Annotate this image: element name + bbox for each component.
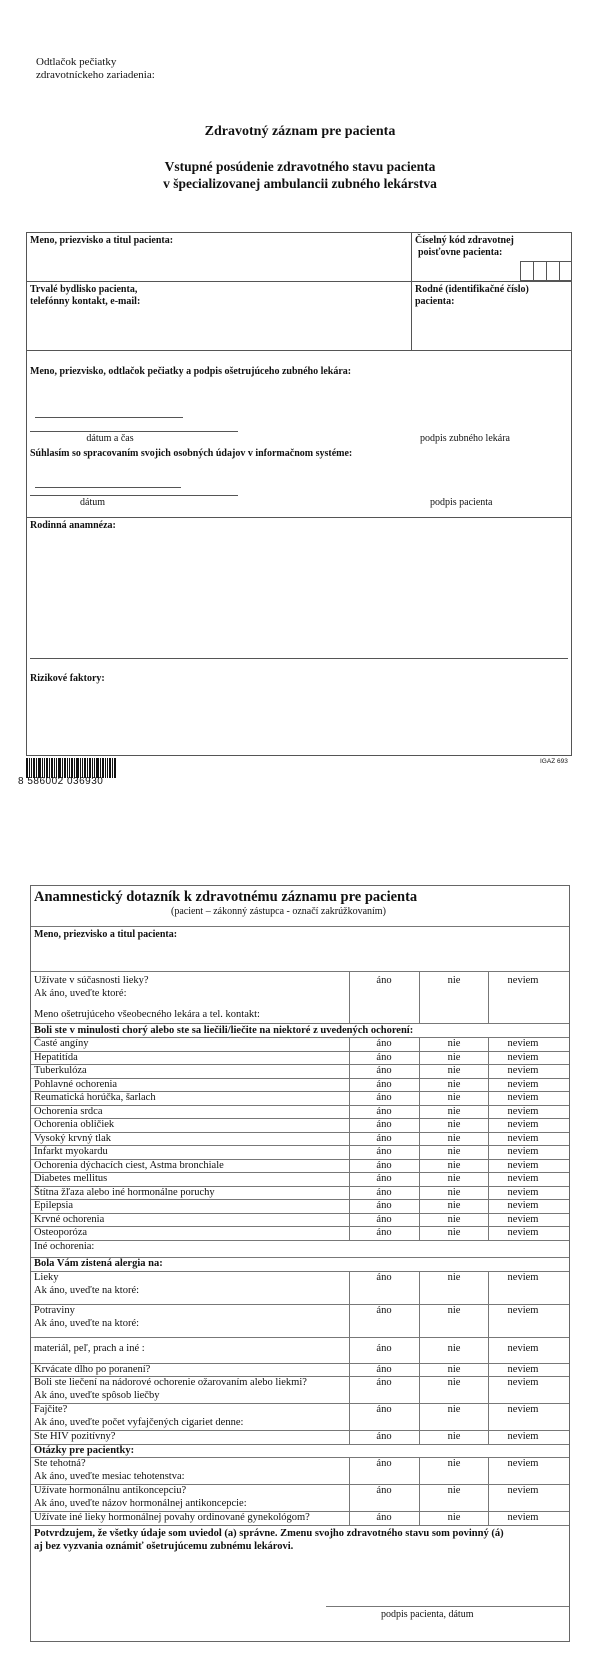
option-no[interactable]: nie — [447, 1342, 461, 1354]
option-no[interactable]: nie — [447, 1105, 461, 1117]
option-yes[interactable]: áno — [376, 1119, 392, 1130]
option-yes[interactable]: áno — [376, 1213, 392, 1225]
disease-row-label: Pohlavné ochorenia — [34, 1078, 118, 1090]
option-dont-know[interactable]: neviem — [507, 1119, 539, 1130]
insurance-code-label: Číselný kód zdravotnej poisťovne pacienta: — [415, 235, 514, 258]
option-yes[interactable]: áno — [376, 1092, 392, 1103]
option-yes[interactable]: áno — [376, 1186, 392, 1198]
disease-row-label: Časté angíny — [34, 1038, 89, 1049]
option-yes[interactable]: áno — [376, 1038, 392, 1049]
option-dont-know[interactable]: neviem — [507, 1038, 539, 1049]
date-time-label: dátum a čas — [86, 433, 134, 444]
option-dont-know[interactable]: neviem — [507, 1078, 539, 1090]
risk-factors-label: Rizikové faktory: — [30, 673, 105, 684]
option-dont-know[interactable]: neviem — [507, 1342, 539, 1354]
allergy-material-row-label: materiál, peľ, prach a iné : — [34, 1342, 145, 1354]
disease-row-label: Ochorenia obličiek — [34, 1119, 115, 1130]
contraception-row-label: Užívate hormonálnu antikoncepciu? Ak áno, uveďte názov hormonálnej antikoncepcie: — [34, 1485, 247, 1509]
dentist-signature-label: podpis zubného lekára — [420, 433, 510, 444]
option-dont-know[interactable]: neviem — [507, 1404, 539, 1415]
family-history-label: Rodinná anamnéza: — [30, 520, 116, 531]
option-yes[interactable]: áno — [376, 1304, 392, 1316]
bleeding-row-label: Krvácate dlho po poranení? — [34, 1363, 151, 1375]
option-yes[interactable]: áno — [376, 1271, 392, 1283]
option-no[interactable]: nie — [447, 1512, 461, 1523]
option-yes[interactable]: áno — [376, 1363, 392, 1375]
form-code: IGAZ 693 — [540, 758, 568, 765]
female-header-label: Otázky pre pacientky: — [34, 1444, 135, 1456]
disease-row-label: Ochorenia dýchacích ciest, Astma bronchiale — [34, 1159, 224, 1171]
option-dont-know[interactable]: neviem — [507, 1431, 539, 1442]
disease-row-label: Infarkt myokardu — [34, 1146, 108, 1157]
option-no[interactable]: nie — [447, 1485, 461, 1496]
option-dont-know[interactable]: neviem — [507, 1132, 539, 1144]
patient-signature-label: podpis pacienta — [430, 497, 493, 508]
stamp-label: Odtlačok pečiatky zdravotníckeho zariadenia: — [36, 56, 155, 81]
option-dont-know[interactable]: neviem — [507, 1271, 539, 1283]
questionnaire-form — [30, 885, 570, 1642]
disease-row-label: Vysoký krvný tlak — [34, 1132, 111, 1144]
option-dont-know[interactable]: neviem — [507, 1105, 539, 1117]
option-yes[interactable]: áno — [376, 1485, 392, 1496]
tumor-row-label: Boli ste liečení na nádorové ochorenie ožarovaním alebo liekmi? Ak áno, uveďte spôsob liečby — [34, 1377, 307, 1401]
page-title: Zdravotný záznam pre pacienta — [204, 124, 396, 139]
option-no[interactable]: nie — [447, 1173, 461, 1184]
option-yes[interactable]: áno — [376, 1512, 392, 1523]
option-dont-know[interactable]: neviem — [507, 1485, 539, 1496]
option-dont-know[interactable]: neviem — [507, 1512, 539, 1523]
hiv-row-label: Ste HIV pozitívny? — [34, 1431, 116, 1442]
confirmation-text: Potvrdzujem, že všetky údaje som uviedol (a) správne. Zmenu svojho zdravotného stavu som povinný (á) aj bez vyzvania oznámiť ošetrujúcemu zubnému lekárovi. — [34, 1527, 504, 1552]
option-no[interactable]: nie — [447, 1065, 461, 1076]
pregnancy-row-label: Ste tehotná? Ak áno, uveďte mesiac tehotenstva: — [34, 1458, 185, 1482]
option-dont-know[interactable]: neviem — [507, 1051, 539, 1063]
disease-row-label: Tuberkulóza — [34, 1065, 87, 1076]
medication-yes[interactable]: áno — [376, 975, 392, 986]
option-no[interactable]: nie — [447, 1431, 461, 1442]
option-no[interactable]: nie — [447, 1200, 461, 1211]
option-dont-know[interactable]: neviem — [507, 1065, 539, 1076]
option-dont-know[interactable]: neviem — [507, 1458, 539, 1469]
record-form — [26, 232, 572, 756]
option-no[interactable]: nie — [447, 1078, 461, 1090]
option-yes[interactable]: áno — [376, 1065, 392, 1076]
disease-row-label: Krvné ochorenia — [34, 1213, 105, 1225]
consent-label: Súhlasím so spracovaním svojich osobných údajov v informačnom systéme: — [30, 448, 353, 459]
other-diseases-row-label: Iné ochorenia: — [34, 1240, 95, 1252]
option-no[interactable]: nie — [447, 1271, 461, 1283]
option-no[interactable]: nie — [447, 1159, 461, 1171]
option-yes[interactable]: áno — [376, 1200, 392, 1211]
patient-name-label: Meno, priezvisko a titul pacienta: — [30, 235, 174, 246]
medication-no[interactable]: nie — [447, 975, 461, 986]
option-yes[interactable]: áno — [376, 1431, 392, 1442]
disease-row-label: Osteoporóza — [34, 1227, 88, 1238]
date-label: dátum — [80, 497, 105, 508]
barcode-number: 8 586002 036930 — [18, 776, 104, 787]
option-no[interactable]: nie — [447, 1146, 461, 1157]
option-yes[interactable]: áno — [376, 1404, 392, 1415]
option-no[interactable]: nie — [447, 1363, 461, 1375]
option-dont-know[interactable]: neviem — [507, 1213, 539, 1225]
disease-row-label: Ochorenia srdca — [34, 1105, 103, 1117]
disease-row-label: Diabetes mellitus — [34, 1173, 108, 1184]
option-dont-know[interactable]: neviem — [507, 1186, 539, 1198]
option-yes[interactable]: áno — [376, 1377, 392, 1388]
option-no[interactable]: nie — [447, 1186, 461, 1198]
option-no[interactable]: nie — [447, 1051, 461, 1063]
final-signature-label: podpis pacienta, dátum — [381, 1609, 474, 1620]
option-no[interactable]: nie — [447, 1404, 461, 1415]
option-dont-know[interactable]: neviem — [507, 1377, 539, 1388]
option-yes[interactable]: áno — [376, 1227, 392, 1238]
option-no[interactable]: nie — [447, 1458, 461, 1469]
option-no[interactable]: nie — [447, 1038, 461, 1049]
page-subtitle: Vstupné posúdenie zdravotného stavu pacienta v špecializovanej ambulancii zubného lekárstva — [163, 159, 437, 191]
option-dont-know[interactable]: neviem — [507, 1146, 539, 1157]
medication-question: Užívate v súčasnosti lieky? Ak áno, uveďte ktoré: — [34, 975, 149, 999]
disease-row-label: Štítna žľaza alebo iné hormonálne poruchy — [34, 1186, 215, 1198]
option-dont-know[interactable]: neviem — [507, 1200, 539, 1211]
option-yes[interactable]: áno — [376, 1342, 392, 1354]
option-dont-know[interactable]: neviem — [507, 1363, 539, 1375]
option-dont-know[interactable]: neviem — [507, 1304, 539, 1316]
option-dont-know[interactable]: neviem — [507, 1173, 539, 1184]
option-yes[interactable]: áno — [376, 1078, 392, 1090]
option-yes[interactable]: áno — [376, 1132, 392, 1144]
option-no[interactable]: nie — [447, 1304, 461, 1316]
dentist-label: Meno, priezvisko, odtlačok pečiatky a podpis ošetrujúceho zubného lekára: — [30, 366, 352, 377]
gp-contact-label: Meno ošetrujúceho všeobecného lekára a tel. kontakt: — [34, 1009, 260, 1020]
option-yes[interactable]: áno — [376, 1458, 392, 1469]
option-yes[interactable]: áno — [376, 1105, 392, 1117]
option-dont-know[interactable]: neviem — [507, 1159, 539, 1171]
barcode-image — [26, 758, 134, 778]
questionnaire-subtitle: (pacient – zákonný zástupca - označí zakrúžkovaním) — [171, 906, 386, 917]
disease-row-label: Reumatická horúčka, šarlach — [34, 1092, 156, 1103]
option-no[interactable]: nie — [447, 1119, 461, 1130]
patient-name-label-2: Meno, priezvisko a titul pacienta: — [34, 929, 178, 940]
option-yes[interactable]: áno — [376, 1051, 392, 1063]
option-no[interactable]: nie — [447, 1227, 461, 1238]
option-dont-know[interactable]: neviem — [507, 1092, 539, 1103]
medication-dont-know[interactable]: neviem — [507, 975, 539, 986]
option-yes[interactable]: áno — [376, 1146, 392, 1157]
option-dont-know[interactable]: neviem — [507, 1227, 539, 1238]
option-no[interactable]: nie — [447, 1213, 461, 1225]
option-yes[interactable]: áno — [376, 1173, 392, 1184]
option-no[interactable]: nie — [447, 1377, 461, 1388]
option-no[interactable]: nie — [447, 1132, 461, 1144]
allergy-drugs-row-label: Lieky Ak áno, uveďte na ktoré: — [34, 1271, 140, 1296]
disease-row-label: Hepatitída — [34, 1051, 78, 1063]
allergy-food-row-label: Potraviny Ak áno, uveďte na ktoré: — [34, 1304, 140, 1329]
option-no[interactable]: nie — [447, 1092, 461, 1103]
residence-label: Trvalé bydlisko pacienta, telefónny kontakt, e-mail: — [30, 284, 141, 307]
birth-number-label: Rodné (identifikačné číslo) pacienta: — [415, 284, 529, 307]
hormonal-row-label: Užívate iné lieky hormonálnej povahy ordinované gynekológom? — [34, 1512, 310, 1523]
diseases-header: Boli ste v minulosti chorý alebo ste sa liečili/liečite na niektoré z uvedených ochorení: — [34, 1025, 414, 1036]
questionnaire-title: Anamnestický dotazník k zdravotnému záznamu pre pacienta — [34, 889, 418, 905]
allergy-header-label: Bola Vám zistená alergia na: — [34, 1257, 163, 1269]
smoking-row-label: Fajčite? Ak áno, uveďte počet vyfajčených cigariet denne: — [34, 1404, 244, 1428]
disease-row-label: Epilepsia — [34, 1200, 74, 1211]
option-yes[interactable]: áno — [376, 1159, 392, 1171]
